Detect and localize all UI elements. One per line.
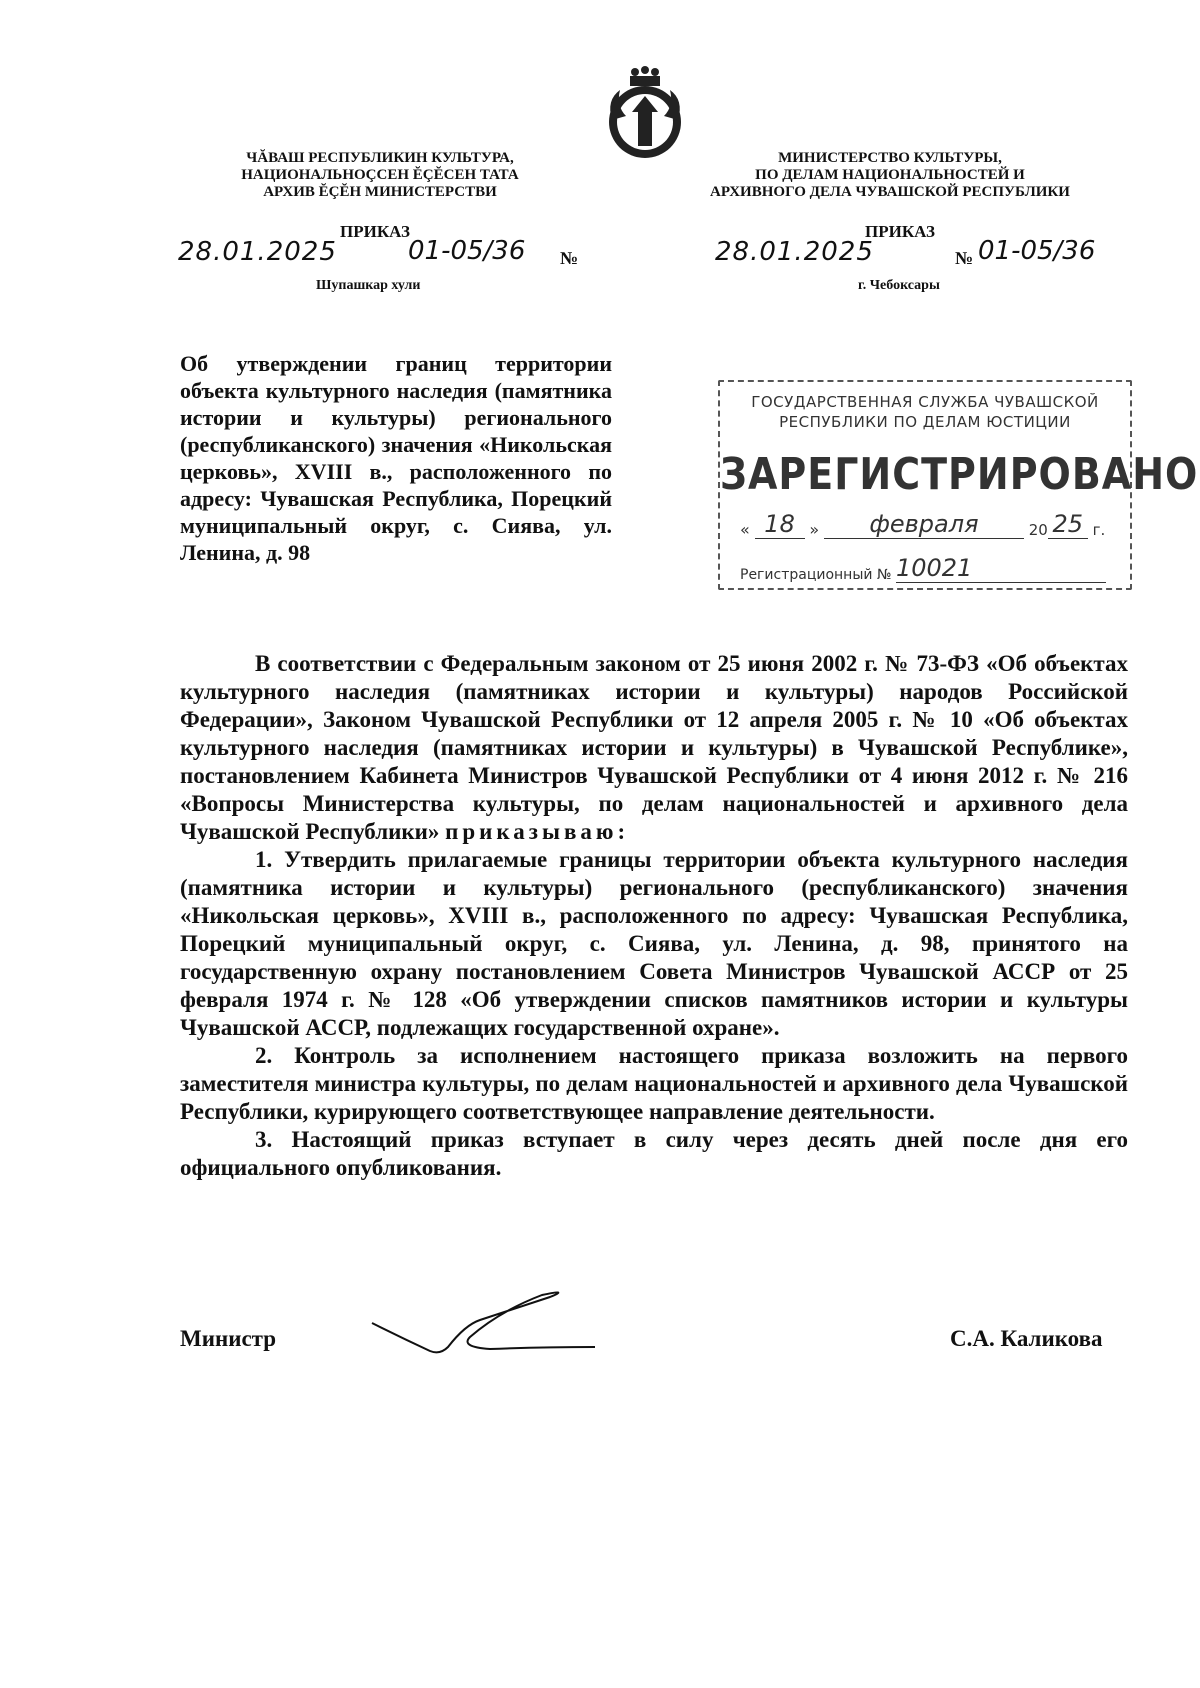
stamp-org-line: ГОСУДАРСТВЕННАЯ СЛУЖБА ЧУВАШСКОЙ: [751, 393, 1099, 411]
order-body: [180, 650, 1128, 1182]
header-right-line: МИНИСТЕРСТВО КУЛЬТУРЫ,: [778, 150, 1002, 166]
stamp-organization: [720, 392, 1130, 432]
stamp-month: февраля: [869, 510, 979, 538]
signatory-position: Министр: [180, 1326, 277, 1351]
stamp-reg-label: Регистрационный №: [740, 567, 892, 583]
stamp-org-line: РЕСПУБЛИКИ ПО ДЕЛАМ ЮСТИЦИИ: [779, 413, 1071, 431]
header-right-line: АРХИВНОГО ДЕЛА ЧУВАШСКОЙ РЕСПУБЛИКИ: [710, 184, 1070, 200]
ministry-name-russian: [690, 150, 1090, 201]
number-sign-left: №: [560, 248, 579, 268]
header-left-line: ЧĂВАШ РЕСПУБЛИКИН КУЛЬТУРА,: [246, 150, 514, 166]
stamp-quote-open: «: [740, 520, 750, 539]
preamble-text: В соответствии с Федеральным законом от 25 июня 2002 г. № 73-ФЗ «Об объектах культурного наследия (памятниках истории и культуры) народов Российской Федерации», Законом Чувашской Республики от 12 апреля 2005 г. № 10 «Об объектах культурного наследия (памятниках истории и культуры) в Чувашской Республике», постановлением Кабинета Министров Чувашской Республики от 4 июня 2012 г. № 216 «Вопросы Министерства культуры, по делам национальностей и архивного дела Чувашской Республики»: [180, 651, 1128, 844]
order-subject: Об утверждении границ территории объекта культурного наследия (памятника истории и культуры) регионального (республиканского) значения «Никольская церковь», XVIII в., расположенного по адресу: Чувашская Республика, Порецкий муниципальный округ, с. Сиява, ул. Ленина, д. 98: [180, 351, 612, 565]
body-item: 2. Контроль за исполнением настоящего приказа возложить на первого заместителя министра культуры, по делам национальностей и архивного дела Чувашской Республики, курирующего соответствующее направление деятельности.: [180, 1043, 1128, 1124]
command-word: приказываю:: [445, 819, 630, 844]
body-preamble: [180, 650, 1128, 846]
stamp-quote-close: »: [809, 520, 820, 539]
city-left: Шупашкар хули: [316, 278, 421, 293]
header-left-line: НАЦИОНАЛЬНОÇСЕН ĔÇĔСЕН ТАТА: [241, 167, 519, 183]
number-sign-right: №: [955, 248, 974, 268]
ministry-name-chuvash: [200, 150, 560, 201]
stamp-reg-number: 10021: [895, 554, 973, 582]
order-title-right: ПРИКАЗ: [865, 222, 935, 241]
stamp-year-prefix: 20: [1028, 521, 1048, 539]
city-right: г. Чебоксары: [858, 278, 940, 293]
signatory-name: С.А. Каликова: [950, 1326, 1103, 1351]
order-title-left: ПРИКАЗ: [340, 222, 410, 241]
stamp-day: 18: [764, 510, 795, 538]
registration-stamp: [718, 380, 1199, 590]
coat-of-arms-emblem: [600, 60, 690, 170]
stamp-year-unit: г.: [1092, 521, 1106, 539]
order-number-left: 01-05/36: [408, 236, 526, 266]
stamp-registration: [740, 554, 1106, 583]
body-item: 3. Настоящий приказ вступает в силу через десять дней после дня его официального опубликования.: [180, 1127, 1128, 1180]
order-number-right: 01-05/36: [978, 236, 1096, 266]
body-item: 1. Утвердить прилагаемые границы территории объекта культурного наследия (памятника истории и культуры) регионального (республиканского) значения «Никольская церковь», XVIII в., расположенного по адресу: Чувашская Республика, Порецкий муниципальный округ, с. Сиява, ул. Ленина, д. 98, принятого на государственную охрану постановлением Совета Министров Чувашской АССР от 25 февраля 1974 г. № 128 «Об утверждении списков памятников истории и культуры Чувашской АССР, подлежащих государственной охране».: [180, 847, 1128, 1040]
header-right-line: ПО ДЕЛАМ НАЦИОНАЛЬНОСТЕЙ И: [755, 167, 1025, 183]
stamp-year-suffix: 25: [1052, 510, 1084, 538]
stamp-date: [740, 510, 1105, 539]
handwritten-signature: [370, 1275, 600, 1365]
stamp-title: ЗАРЕГИСТРИРОВАНО: [720, 448, 1199, 500]
order-date-left: 28.01.2025: [178, 237, 337, 267]
order-date-right: 28.01.2025: [715, 237, 874, 267]
header-left-line: АРХИВ ĔÇĔН МИНИСТЕРСТВИ: [263, 184, 497, 200]
